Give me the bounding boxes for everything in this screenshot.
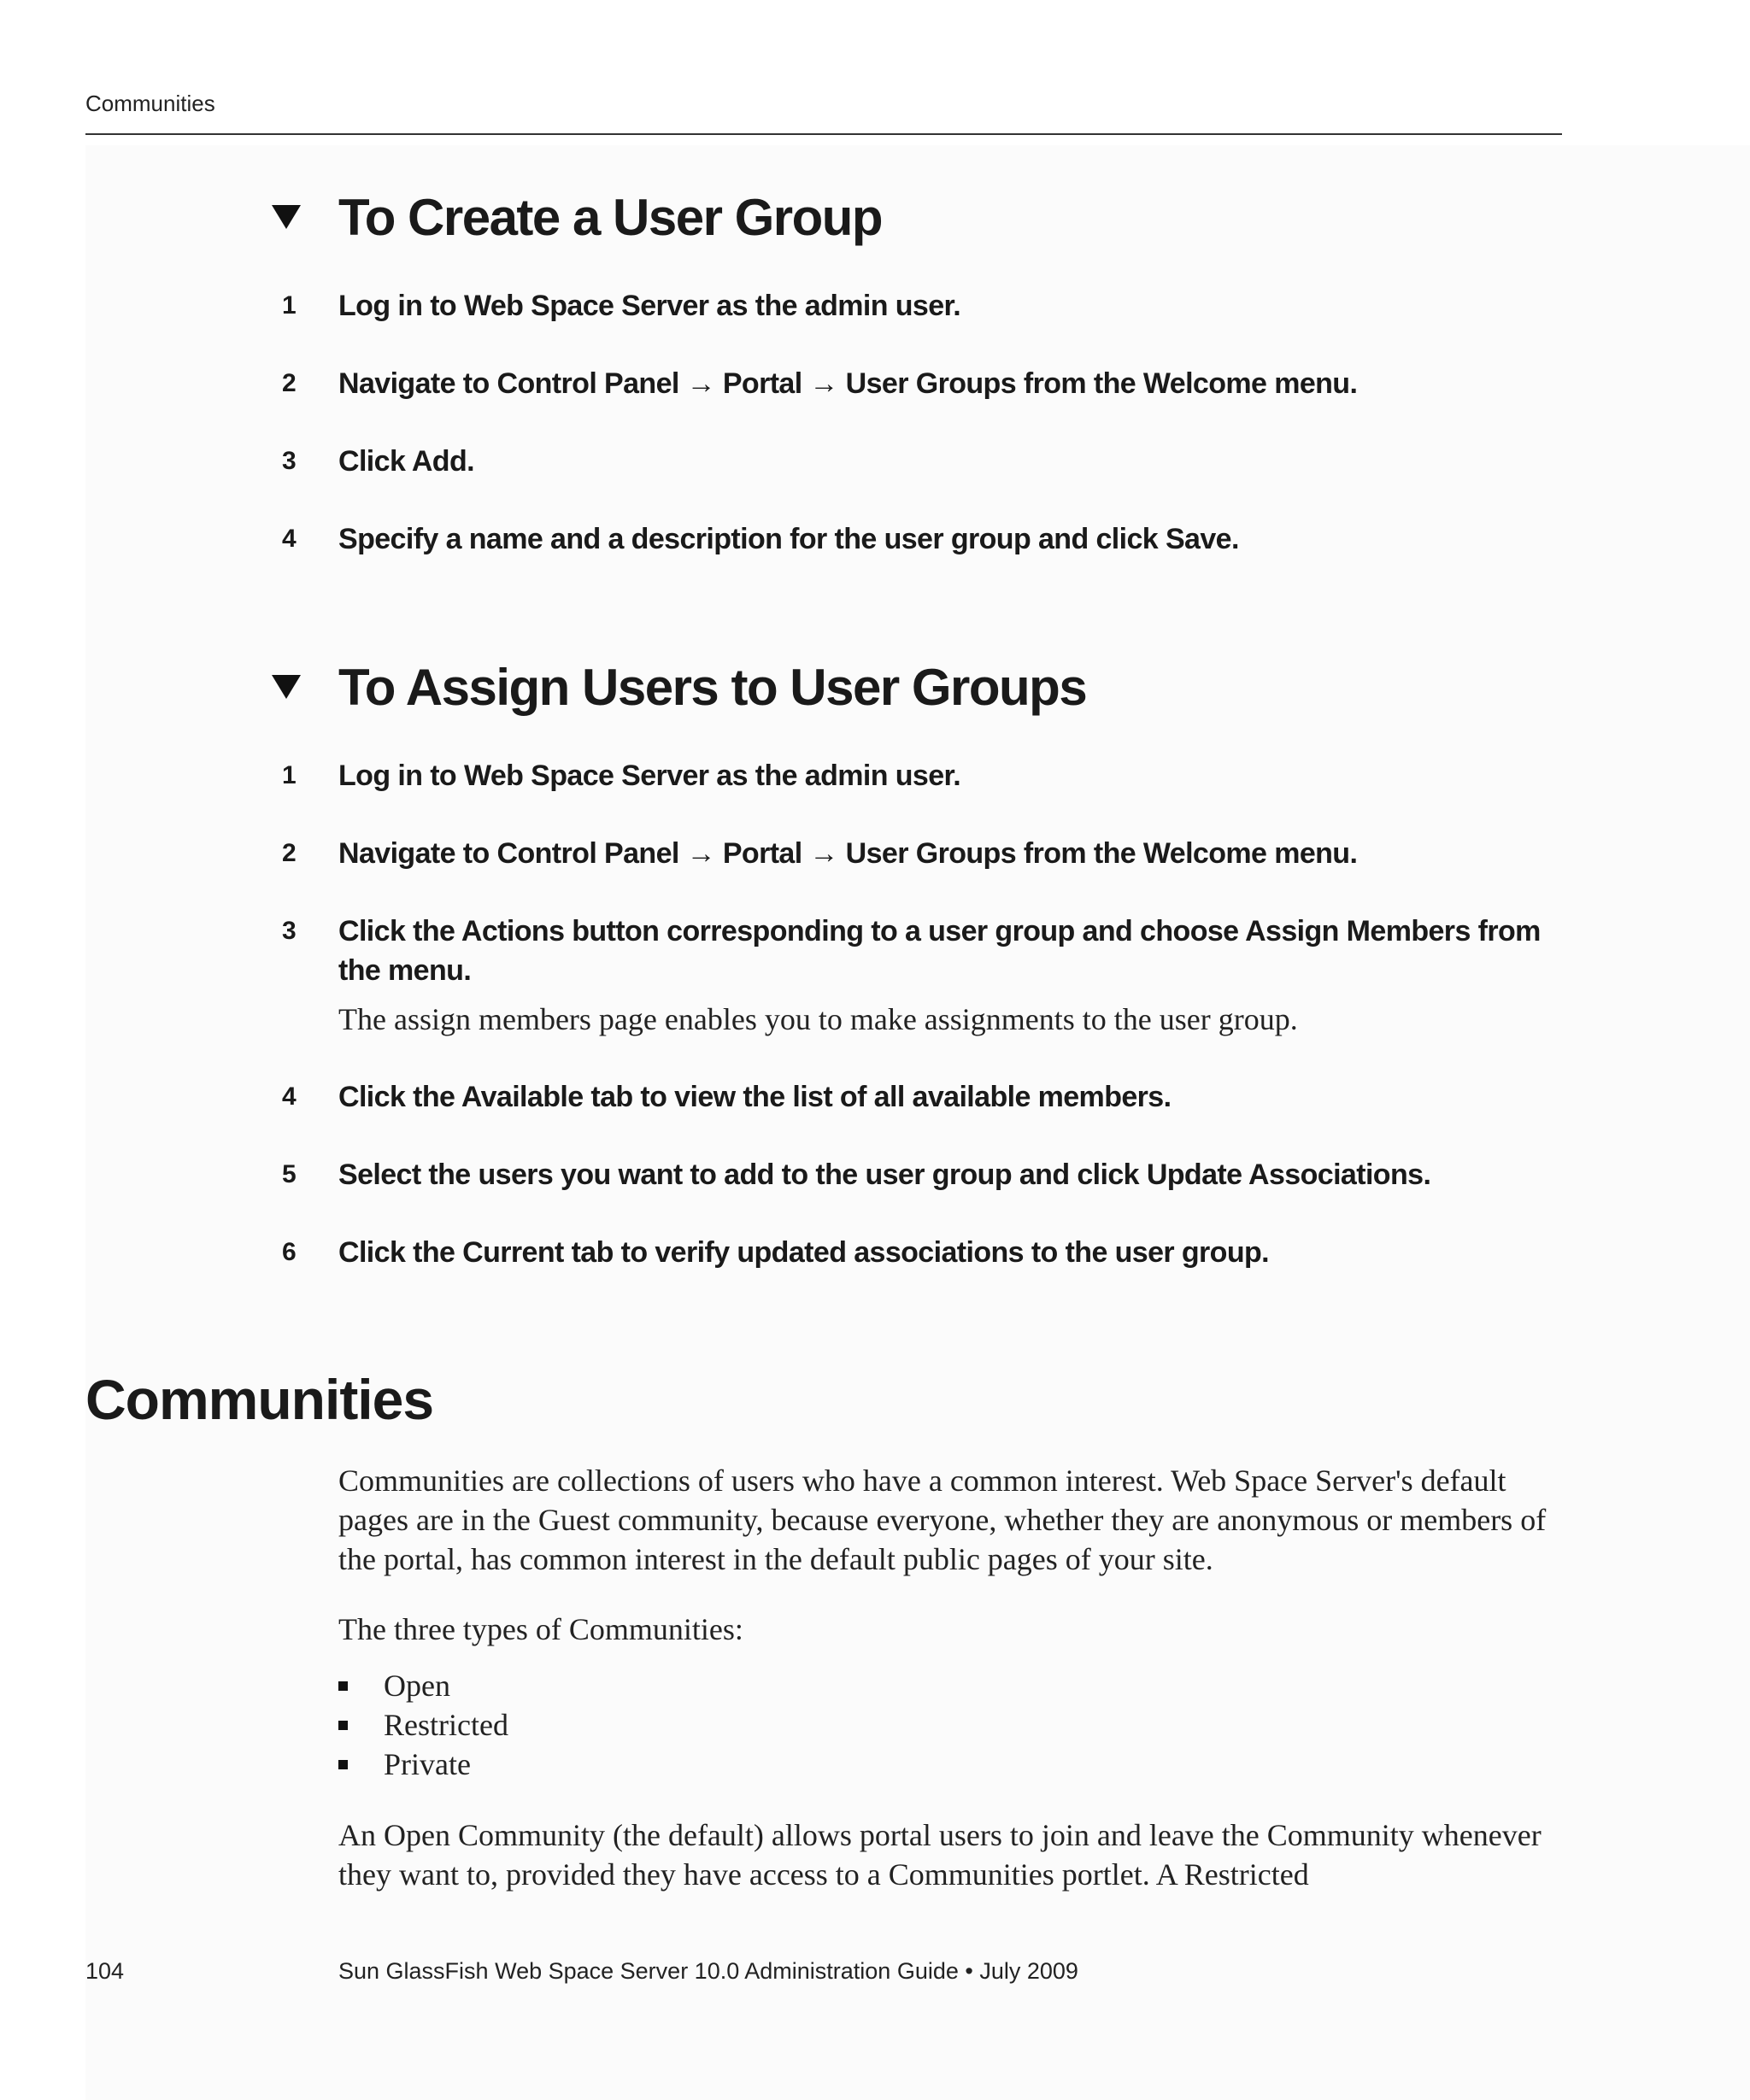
step-number: 2	[282, 369, 297, 397]
page-number: 104	[85, 1958, 125, 1984]
step-number: 5	[282, 1160, 297, 1188]
step-note: The assign members page enables you to make assignments to the user group.	[338, 1002, 1298, 1036]
body-paragraph: An Open Community (the default) allows portal users to join and leave the Community whenever they want to, provided they have access to a Communities portlet. A Restricted	[338, 1818, 1542, 1892]
step-item	[282, 1155, 1581, 1194]
step-text: Log in to Web Space Server as the admin user.	[338, 760, 961, 792]
list-item	[338, 1666, 508, 1705]
step-number: 3	[282, 917, 297, 945]
triangle-down-icon	[272, 205, 301, 229]
list-item	[338, 1705, 508, 1745]
step-number: 1	[282, 761, 297, 789]
step-item	[282, 1233, 1581, 1272]
body-paragraph: Communities are collections of users who have a common interest. Web Space Server's default pages are in the Guest community, because everyone, whether they are anonymous or members of the portal, has common interest in the default public pages of your site.	[338, 1464, 1547, 1576]
step-number: 3	[282, 447, 297, 475]
step-number: 4	[282, 1082, 297, 1111]
procedure-title: To Assign Users to User Groups	[338, 658, 1087, 716]
step-number: 1	[282, 291, 297, 320]
procedure-title: To Create a User Group	[338, 188, 883, 246]
step-text: Log in to Web Space Server as the admin user.	[338, 290, 961, 322]
list-item	[338, 1745, 508, 1784]
list-item-text: Open	[384, 1669, 450, 1703]
bullet-square-icon	[338, 1681, 348, 1691]
list-item-text: Private	[384, 1747, 471, 1781]
bullet-square-icon	[338, 1760, 348, 1769]
step-item	[282, 834, 1581, 873]
list-item-text: Restricted	[384, 1708, 508, 1742]
step-text: Click the Current tab to verify updated associations to the user group.	[338, 1236, 1270, 1269]
step-text: Click the Actions button corresponding to a user group and choose Assign Members from the menu.	[338, 915, 1541, 987]
step-item	[282, 756, 1581, 795]
bullet-square-icon	[338, 1721, 348, 1730]
procedure-heading-create-user-group	[272, 183, 882, 251]
step-item	[282, 912, 1581, 990]
section-title: Communities	[85, 1368, 434, 1431]
procedure-heading-assign-users	[272, 653, 1086, 721]
page-background	[85, 145, 1750, 2100]
step-item	[282, 286, 1581, 326]
step-item	[282, 364, 1581, 403]
step-number: 6	[282, 1238, 297, 1266]
step-item	[282, 519, 1581, 559]
step-text: Click Add.	[338, 445, 474, 478]
step-number: 4	[282, 525, 297, 553]
step-text: Specify a name and a description for the user group and click Save.	[338, 523, 1239, 555]
step-number: 2	[282, 839, 297, 867]
header-rule	[85, 133, 1562, 135]
footer-doc-title: Sun GlassFish Web Space Server 10.0 Administration Guide • July 2009	[338, 1958, 1078, 1984]
step-text: Navigate to Control Panel → Portal → User Groups from the Welcome menu.	[338, 837, 1358, 870]
step-text: Select the users you want to add to the user group and click Update Associations.	[338, 1159, 1431, 1191]
step-text: Click the Available tab to view the list of all available members.	[338, 1081, 1172, 1113]
body-paragraph: The three types of Communities:	[338, 1612, 743, 1646]
step-item	[282, 442, 1581, 481]
community-types-list	[338, 1666, 508, 1784]
step-text: Navigate to Control Panel → Portal → User Groups from the Welcome menu.	[338, 367, 1358, 400]
triangle-down-icon	[272, 675, 301, 699]
step-item	[282, 1077, 1581, 1117]
running-head: Communities	[85, 91, 215, 116]
